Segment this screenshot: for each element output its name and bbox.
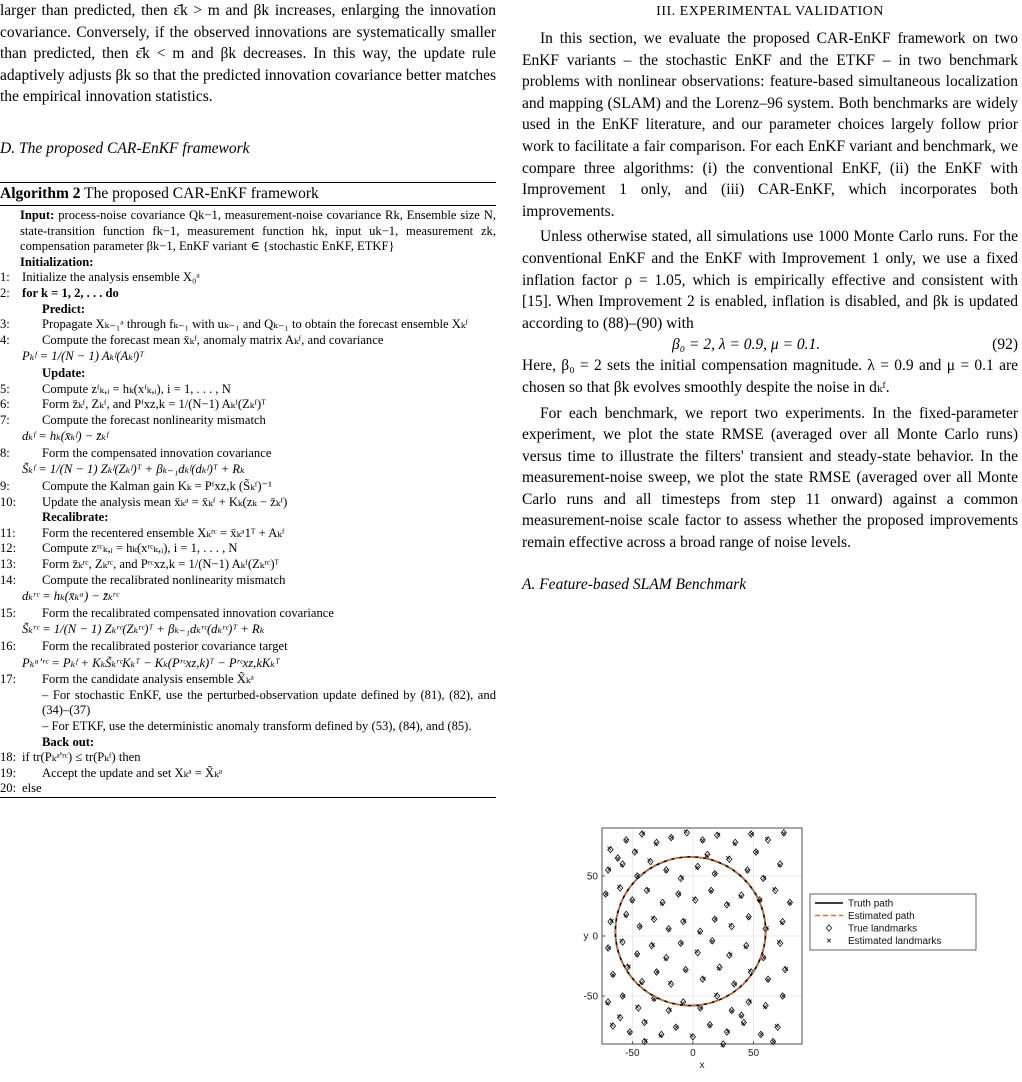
estimated-landmark-marker bbox=[667, 928, 671, 932]
algorithm-line: Predict: bbox=[42, 301, 86, 316]
estimated-landmark-marker bbox=[610, 1023, 614, 1027]
estimated-landmark-marker bbox=[647, 859, 651, 863]
y-tick-label: -50 bbox=[583, 991, 598, 1003]
estimated-landmark-marker bbox=[684, 830, 688, 834]
x-tick-label: 0 bbox=[690, 1048, 696, 1059]
estimated-landmark-marker bbox=[655, 970, 659, 974]
estimated-landmark-marker bbox=[684, 968, 688, 972]
paragraph-continued: larger than predicted, then ε̄k > m and βk increases, enlarging the innovation covariance. Conversely, if the observed innovations are systematically smaller than predicted, then ε̄k < m and βk decreases. In this way, the update rule adaptively adjusts βk so that the predicted innovation covariance better matches the empirical innovation statistics. bbox=[0, 2, 496, 106]
paragraph-experiments: For each benchmark, we report two experiments. In the fixed-parameter experiment, we plot the state RMSE (averaged over all Monte Carlo runs) versus time to illustrate the filters' transient and steady-state behavior. In the measurement-noise sweep, we plot the state RMSE (averaged over all Monte Carlo runs and all timesteps from step 11 onward) against a common measurement-noise scale factor to assess whether the proposed improvements remain effective across a broad range of noise levels. bbox=[522, 404, 1018, 552]
estimated-landmark-marker bbox=[711, 940, 715, 944]
true-landmark-marker bbox=[673, 1024, 678, 1030]
algorithm-line: 1: Initialize the analysis ensemble X₀ᵃ bbox=[0, 270, 200, 285]
estimated-landmark-marker bbox=[675, 1025, 679, 1029]
algorithm-line: 12: Compute zʳᶜₖ,ᵢ = hₖ(xʳᶜₖ,ᵢ), i = 1, . . . , N bbox=[0, 541, 238, 556]
estimated-landmark-marker bbox=[772, 887, 776, 891]
estimated-landmark-marker bbox=[617, 885, 621, 889]
true-landmark-marker bbox=[668, 834, 673, 840]
estimated-landmark-marker bbox=[701, 839, 705, 843]
estimated-landmark-marker bbox=[709, 889, 713, 893]
estimated-landmark-marker bbox=[714, 917, 718, 921]
estimated-landmark-marker bbox=[766, 978, 770, 982]
true-landmark-marker bbox=[654, 969, 659, 975]
algorithm-label: Algorithm 2 bbox=[0, 184, 81, 202]
estimated-landmark-marker bbox=[638, 925, 642, 929]
x-axis-label: x bbox=[699, 1059, 705, 1071]
estimated-landmark-marker bbox=[620, 939, 624, 943]
algorithm-line: 15: Form the recalibrated compensated innovation covariance bbox=[0, 605, 334, 620]
left-column bbox=[0, 0, 496, 798]
estimated-landmark-marker bbox=[624, 839, 628, 843]
estimated-landmark-marker bbox=[729, 923, 733, 927]
estimated-landmark-marker bbox=[746, 869, 750, 873]
right-column bbox=[522, 0, 1018, 594]
section-title: III. EXPERIMENTAL VALIDATION bbox=[656, 4, 884, 19]
estimated-landmark-marker bbox=[714, 872, 718, 876]
estimated-landmark-marker bbox=[628, 1031, 632, 1035]
estimated-landmark-marker bbox=[747, 916, 751, 920]
algorithm-body bbox=[0, 206, 496, 797]
true-landmark-marker bbox=[605, 945, 610, 951]
true-landmark-marker bbox=[732, 981, 737, 987]
estimated-landmark-marker bbox=[775, 1024, 779, 1028]
algorithm-line: 3: Propagate Xₖ₋₁ᵃ through fₖ₋₁ with uₖ₋₁ and Qₖ₋₁ to obtain the forecast ensemble Xₖᶠ bbox=[0, 317, 469, 332]
estimated-landmark-marker bbox=[695, 950, 699, 954]
estimated-landmark-marker bbox=[733, 982, 737, 986]
estimated-landmark-marker bbox=[762, 956, 766, 960]
estimated-landmark-marker bbox=[708, 1024, 712, 1028]
algorithm-line: Back out: bbox=[42, 734, 95, 749]
algorithm-line: 13: Form z̄ₖʳᶜ, Zₖʳᶜ, and Pʳᶜxz,k = 1/(N−1) Aₖᶠ(Zₖʳᶜ)ᵀ bbox=[0, 557, 280, 572]
algorithm-input: Input: process-noise covariance Qk−1, measurement-noise covariance Rk, Ensemble size N, state-transition function fk−1, measurement function hk, input uk−1, measurement zk, compensation parameter βk−1, EnKF variant ∈ {stochastic EnKF, ETKF} bbox=[20, 207, 497, 254]
algorithm-line: 7: Compute the forecast nonlinearity mismatch bbox=[0, 412, 266, 427]
estimated-landmark-marker bbox=[651, 916, 655, 920]
paragraph-setup: Unless otherwise stated, all simulations use 1000 Monte Carlo runs. For the conventional EnKF and the EnKF with Improvement 1 only, we use a fixed inflation factor ρ = 1.05, which is empirically effective and consistent with [15]. When Improvement 2 is enabled, inflation is disabled, and βk is updated according to (88)–(90) with bbox=[522, 228, 1018, 332]
y-tick-label: 0 bbox=[592, 931, 598, 943]
algorithm-line: Pₖᶠ = 1/(N − 1) Aₖᶠ(Aₖᶠ)ᵀ bbox=[22, 349, 145, 364]
estimated-landmark-marker bbox=[607, 847, 611, 851]
true-landmark-marker bbox=[603, 891, 608, 897]
slam-scatter-plot bbox=[580, 818, 1020, 1077]
algorithm-line: 18: if tr(Pₖᵃ'ʳᶜ) ≤ tr(Pₖᶠ) then bbox=[0, 750, 141, 765]
algorithm-line: 9: Compute the Kalman gain Kₖ = Pᶠxz,k (S̃ₖᶠ)⁻¹ bbox=[0, 479, 272, 494]
algorithm-line: S̃ₖʳᶜ = 1/(N − 1) Zₖʳᶜ(Zₖʳᶜ)ᵀ + βₖ₋₁dₖʳᶜ(dₖʳᶜ)ᵀ + Rₖ bbox=[22, 622, 265, 637]
x-tick-label: 50 bbox=[747, 1048, 760, 1059]
estimated-landmark-marker bbox=[748, 969, 752, 973]
algorithm-line: 17: Form the candidate analysis ensemble X̃ₖᵃ bbox=[0, 672, 254, 687]
paragraph-intro: In this section, we evaluate the proposed CAR-EnKF framework on two EnKF variants – the stochastic EnKF and the ETKF – in two benchmark problems with nonlinear observations: feature-based simultaneous localization and mapping (SLAM) and the Lorenz–96 system. Both benchmarks are widely used in the EnKF literature, and our parameter choices largely follow prior work to facilitate a fair comparison. For each EnKF variant and benchmark, we compare three algorithms: (i) the conventional EnKF, (ii) the EnKF with Improvement 1 only, and (iii) CAR-EnKF, which incorporates both improvements. bbox=[522, 30, 1018, 220]
estimated-landmark-marker bbox=[765, 837, 769, 841]
algorithm-line: 8: Form the compensated innovation covariance bbox=[0, 445, 272, 460]
equation-92: β₀ = 2, λ = 0.9, μ = 0.1. (92) bbox=[672, 336, 1018, 354]
algorithm-line: S̃ₖᶠ = 1/(N − 1) Zₖᶠ(Zₖᶠ)ᵀ + βₖ₋₁dₖᶠ(dₖᶠ)ᵀ + Rₖ bbox=[22, 462, 245, 477]
algorithm-line: 20: else bbox=[0, 781, 42, 796]
legend-label: Truth path bbox=[848, 898, 894, 910]
algorithm-line: dₖᶠ = hₖ(x̄ₖᶠ) − z̄ₖᶠ bbox=[22, 429, 109, 444]
algorithm-line: 11: Form the recentered ensemble Xₖʳᶜ = x̄ₖᵃ1ᵀ + Aₖᶠ bbox=[0, 525, 285, 540]
estimated-landmark-marker bbox=[740, 1014, 744, 1018]
estimated-landmark-marker bbox=[604, 892, 608, 896]
algorithm-line: 16: Form the recalibrated posterior covariance target bbox=[0, 639, 288, 653]
estimated-landmark-marker bbox=[755, 850, 759, 854]
estimated-landmark-marker bbox=[782, 832, 786, 836]
x-tick-label: -50 bbox=[625, 1048, 640, 1059]
true-landmark-marker bbox=[712, 916, 717, 922]
algorithm-line: 14: Compute the recalibrated nonlinearity mismatch bbox=[0, 572, 286, 587]
algorithm-line: Update: bbox=[42, 365, 86, 380]
algorithm-line: 2: for k = 1, 2, . . . do bbox=[0, 285, 119, 300]
true-landmark-marker bbox=[758, 1031, 763, 1037]
subsection-a-title: A. Feature-based SLAM Benchmark bbox=[522, 575, 747, 593]
algorithm-line: dₖʳᶜ = hₖ(x̄ₖᵃ) − z̄ₖʳᶜ bbox=[22, 589, 119, 604]
algorithm-line: 19: Accept the update and set Xₖᵃ = X̃ₖᵃ bbox=[0, 765, 223, 780]
legend-label: Estimated landmarks bbox=[848, 936, 942, 947]
estimated-landmark-marker bbox=[611, 973, 615, 977]
true-landmark-marker bbox=[748, 831, 753, 837]
estimated-landmark-marker bbox=[777, 940, 781, 944]
estimated-landmark-marker bbox=[699, 1006, 703, 1010]
slam-figure bbox=[580, 818, 1020, 1077]
paragraph-params: Here, β₀ = 2 sets the initial compensation magnitude. λ = 0.9 and μ = 0.1 are chosen so that βk evolves smoothly despite the noise in dₖᶠ. bbox=[522, 357, 1018, 396]
estimated-landmark-marker bbox=[635, 1005, 639, 1009]
algorithm-line: 10: Update the analysis mean x̄ₖᵃ = x̄ₖᶠ + Kₖ(zₖ − z̄ₖᶠ) bbox=[0, 494, 288, 509]
estimated-landmark-marker bbox=[635, 953, 639, 957]
estimated-landmark-marker bbox=[617, 1015, 621, 1019]
legend-label: Estimated path bbox=[848, 911, 915, 922]
true-landmark-marker bbox=[678, 940, 683, 946]
algorithm-line: 4: Compute the forecast mean x̄ₖᶠ, anomaly matrix Aₖᶠ, and covariance bbox=[0, 332, 384, 347]
true-landmark-marker bbox=[753, 849, 758, 855]
estimated-landmark-marker bbox=[788, 901, 792, 905]
y-tick-label: 50 bbox=[586, 871, 598, 883]
algorithm-name: The proposed CAR-EnKF framework bbox=[84, 184, 319, 202]
estimated-landmark-marker bbox=[750, 832, 754, 836]
subsection-d-title: D. The proposed CAR-EnKF framework bbox=[0, 139, 250, 157]
estimated-landmark-marker bbox=[760, 1033, 764, 1037]
true-landmark-marker bbox=[637, 923, 642, 929]
algorithm-line: Pₖᵃ'ʳᶜ = Pₖᶠ + KₖS̃ₖʳᶜKₖᵀ − Kₖ(Pʳᶜxz,k)ᵀ − Pʳᶜxz,kKₖᵀ bbox=[22, 655, 280, 670]
algorithm-line: 5: Compute zᶠₖ,ᵢ = hₖ(xᶠₖ,ᵢ), i = 1, . . . , N bbox=[0, 381, 231, 396]
y-axis-label: y bbox=[583, 930, 589, 942]
estimated-landmark-marker bbox=[616, 857, 620, 861]
legend-label: True landmarks bbox=[848, 923, 918, 935]
algorithm-line: 6: Form z̄ₖᶠ, Zₖᶠ, and Pᶠxz,k = 1/(N−1) Aₖᶠ(Zₖᶠ)ᵀ bbox=[0, 397, 266, 412]
estimated-landmark-marker bbox=[668, 981, 672, 985]
algorithm-line: Recalibrate: bbox=[42, 510, 109, 525]
estimated-landmark-marker bbox=[772, 1040, 776, 1044]
truth-path-line bbox=[615, 857, 765, 1006]
algorithm-line: – For stochastic EnKF, use the perturbed-observation update defined by (81), (82), and (34)–(37) bbox=[42, 687, 496, 718]
algorithm-box bbox=[0, 182, 496, 798]
algorithm-init-label: Initialization: bbox=[20, 254, 94, 269]
estimated-landmark-marker bbox=[680, 941, 684, 945]
algorithm-title bbox=[0, 183, 496, 206]
estimated-landmark-marker bbox=[664, 869, 668, 873]
true-landmark-marker bbox=[676, 891, 681, 897]
algorithm-line: – For ETKF, use the deterministic anomaly transform defined by (53), (84), and (85). bbox=[42, 718, 472, 733]
estimated-landmark-marker bbox=[677, 892, 681, 896]
estimated-landmark-marker bbox=[726, 856, 730, 860]
estimated-landmark-marker bbox=[670, 836, 674, 840]
estimated-landmark-marker bbox=[607, 946, 611, 950]
estimated-landmark-marker bbox=[730, 1009, 734, 1013]
